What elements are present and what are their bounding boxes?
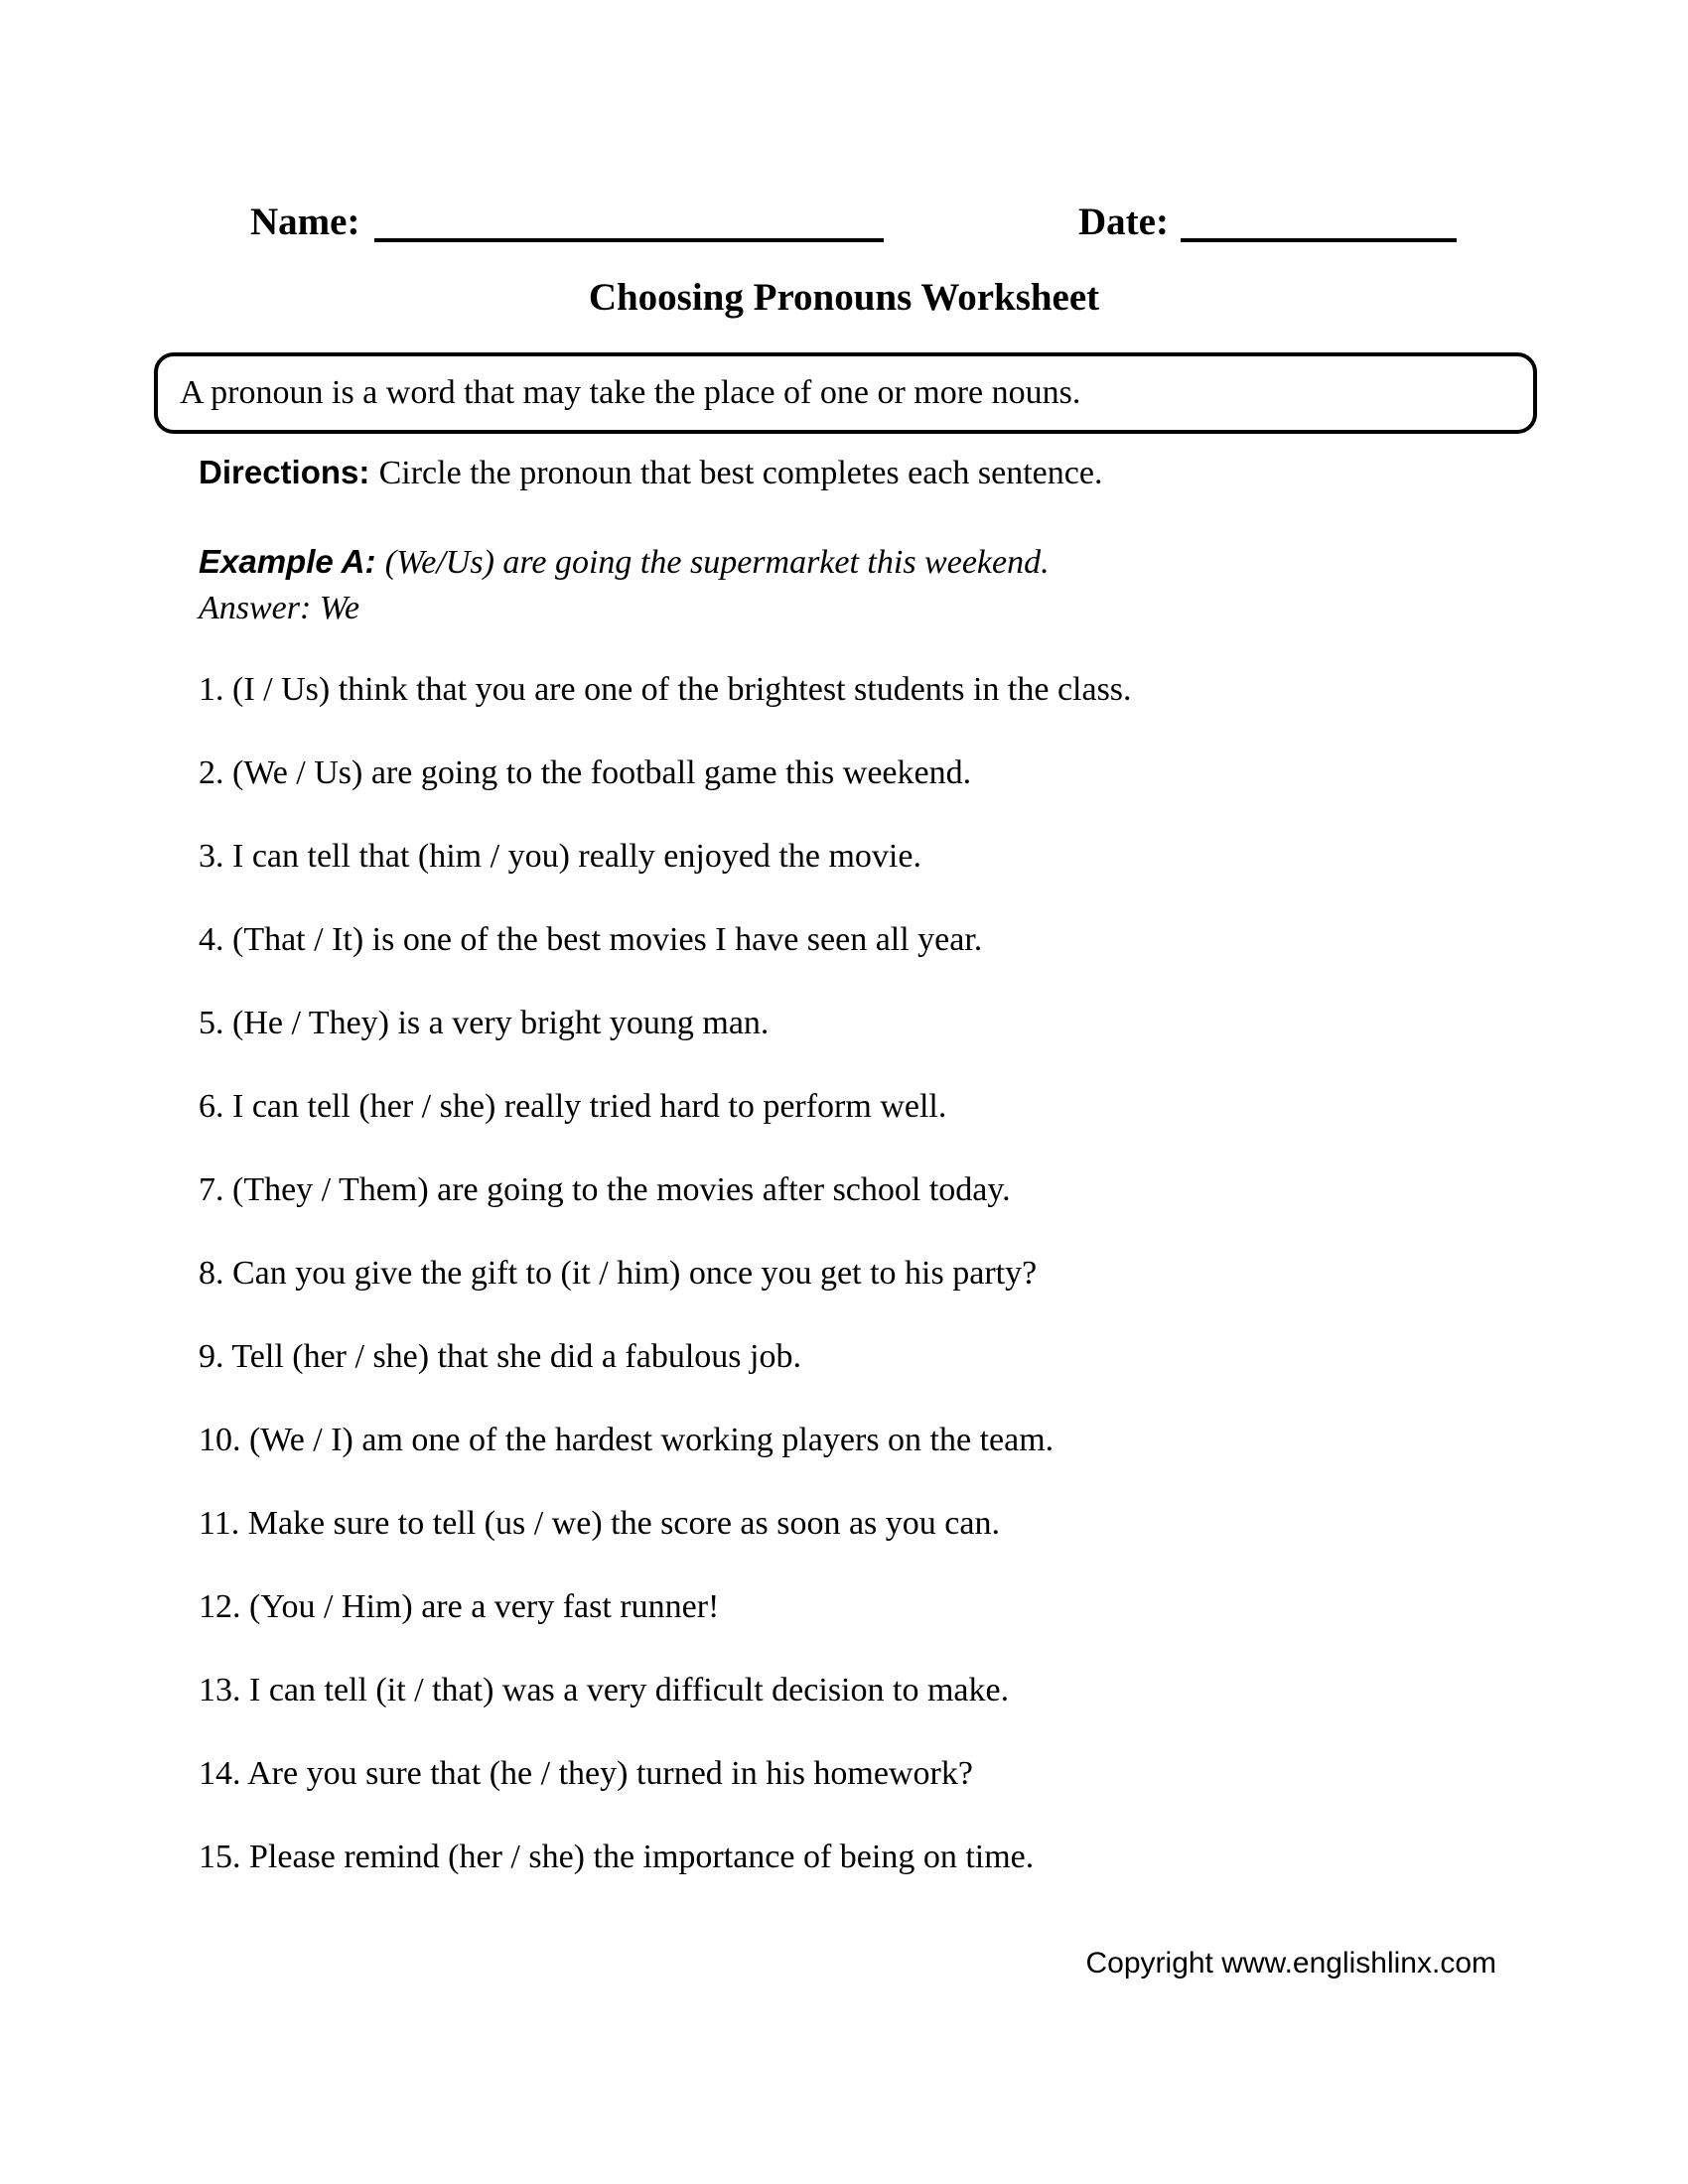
question-item-10: 10. (We / I) am one of the hardest working players on the team. [199, 1422, 1055, 1458]
question-item-9: 9. Tell (her / she) that she did a fabulous job. [199, 1338, 801, 1375]
copyright-text: Copyright www.englishlinx.com [1085, 1947, 1496, 1979]
name-label: Name: [250, 201, 360, 243]
question-item-2: 2. (We / Us) are going to the football game this weekend. [199, 754, 972, 791]
question-item-3: 3. I can tell that (him / you) really enjoyed the movie. [199, 838, 921, 875]
directions-text: Circle the pronoun that best completes each sentence. [378, 455, 1103, 491]
answer-line: Answer: We [199, 590, 360, 626]
question-list [199, 669, 1589, 1920]
question-item-5: 5. (He / They) is a very bright young man. [199, 1005, 770, 1041]
name-blank-underline [374, 238, 884, 242]
question-item-11: 11. Make sure to tell (us / we) the score as soon as you can. [199, 1505, 1000, 1542]
page-title: Choosing Pronouns Worksheet [588, 276, 1100, 319]
example-line [199, 542, 1050, 583]
question-item-4: 4. (That / It) is one of the best movies I have seen all year. [199, 921, 983, 958]
question-item-12: 12. (You / Him) are a very fast runner! [199, 1588, 720, 1625]
directions-label: Directions: [199, 454, 370, 490]
question-item-7: 7. (They / Them) are going to the movies after school today. [199, 1171, 1011, 1208]
question-item-1: 1. (I / Us) think that you are one of the brightest students in the class. [199, 671, 1132, 708]
question-item-6: 6. I can tell (her / she) really tried hard to perform well. [199, 1088, 947, 1125]
definition-box [154, 352, 1537, 434]
question-item-13: 13. I can tell (it / that) was a very difficult decision to make. [199, 1672, 1010, 1708]
question-item-14: 14. Are you sure that (he / they) turned in his homework? [199, 1755, 973, 1792]
date-label: Date: [1078, 201, 1169, 243]
question-item-8: 8. Can you give the gift to (it / him) once you get to his party? [199, 1255, 1038, 1292]
example-label: Example A: [199, 543, 376, 580]
directions-line [199, 453, 1102, 493]
definition-text: A pronoun is a word that may take the place of one or more nouns. [180, 374, 1081, 411]
date-blank-underline [1181, 238, 1457, 242]
question-item-15: 15. Please remind (her / she) the importance of being on time. [199, 1839, 1035, 1875]
example-text: (We/Us) are going the supermarket this weekend. [384, 544, 1050, 581]
